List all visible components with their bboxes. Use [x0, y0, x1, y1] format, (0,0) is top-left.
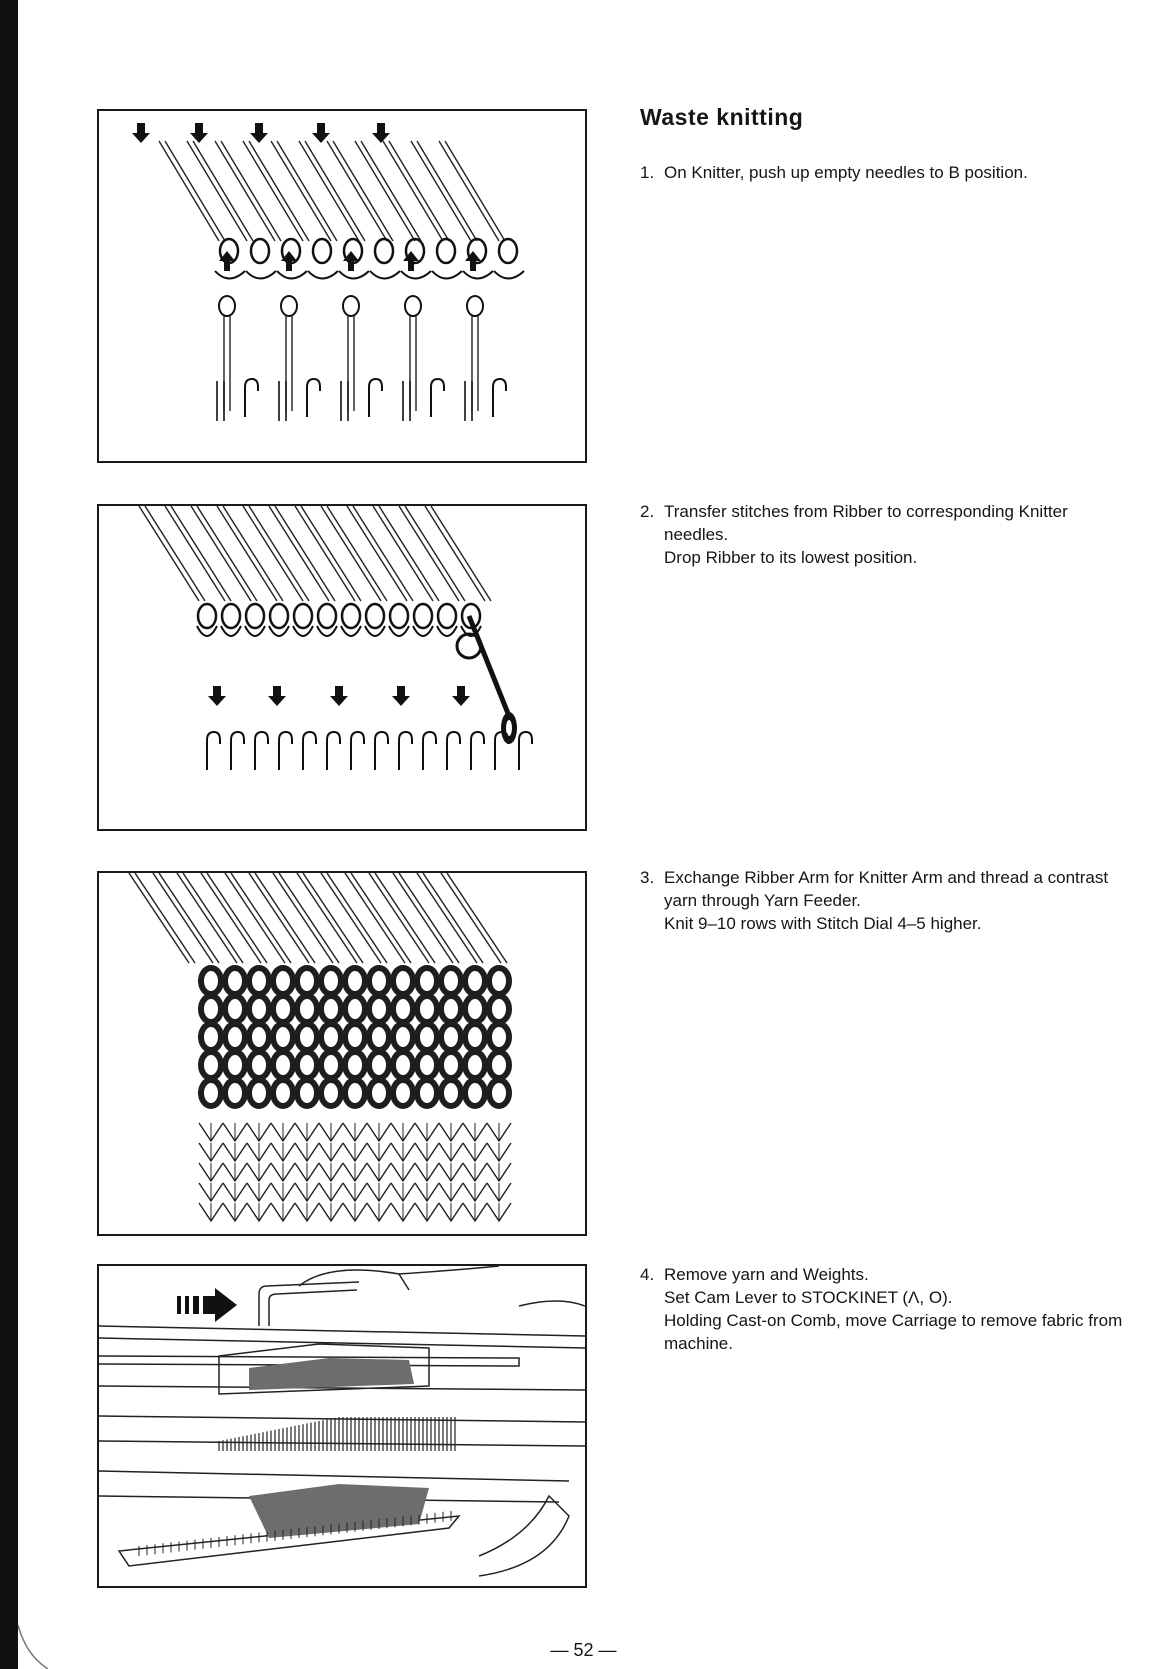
step-1 — [640, 161, 1130, 184]
illustration-needles-b-position — [99, 111, 585, 461]
figure-knit-waste-rows — [97, 871, 587, 1236]
step-1-line-1: On Knitter, push up empty needles to B position. — [664, 163, 1028, 182]
step-2-line-1: Transfer stitches from Ribber to corresponding Knitter needles. — [664, 502, 1068, 544]
step-4-line-1: Remove yarn and Weights. — [664, 1265, 869, 1284]
step-3-number: 3. — [640, 868, 655, 887]
figure-push-up-needles — [97, 109, 587, 463]
step-2-number: 2. — [640, 502, 655, 521]
scan-edge — [0, 0, 18, 1669]
step-4 — [640, 1263, 1130, 1355]
step-3-line-2: Knit 9–10 rows with Stitch Dial 4–5 higher. — [664, 914, 982, 933]
figure-transfer-stitches — [97, 504, 587, 831]
illustration-transfer-tool — [99, 506, 585, 829]
step-3 — [640, 866, 1130, 935]
illustration-knitted-fabric — [99, 873, 585, 1234]
step-1-number: 1. — [640, 163, 655, 182]
step-3-line-1: Exchange Ribber Arm for Knitter Arm and thread a contrast yarn through Yarn Feeder. — [664, 868, 1109, 910]
step-4-line-3: Holding Cast-on Comb, move Carriage to remove fabric from machine. — [664, 1311, 1123, 1353]
figure-remove-fabric — [97, 1264, 587, 1588]
illustration-carriage-and-comb — [99, 1266, 585, 1586]
section-title: Waste knitting — [640, 104, 804, 130]
step-2-line-2: Drop Ribber to its lowest position. — [664, 548, 918, 567]
step-4-number: 4. — [640, 1265, 655, 1284]
page-number: — 52 — — [550, 1640, 617, 1660]
step-4-line-2: Set Cam Lever to STOCKINET (Λ, O). — [664, 1288, 953, 1307]
step-2 — [640, 500, 1130, 569]
